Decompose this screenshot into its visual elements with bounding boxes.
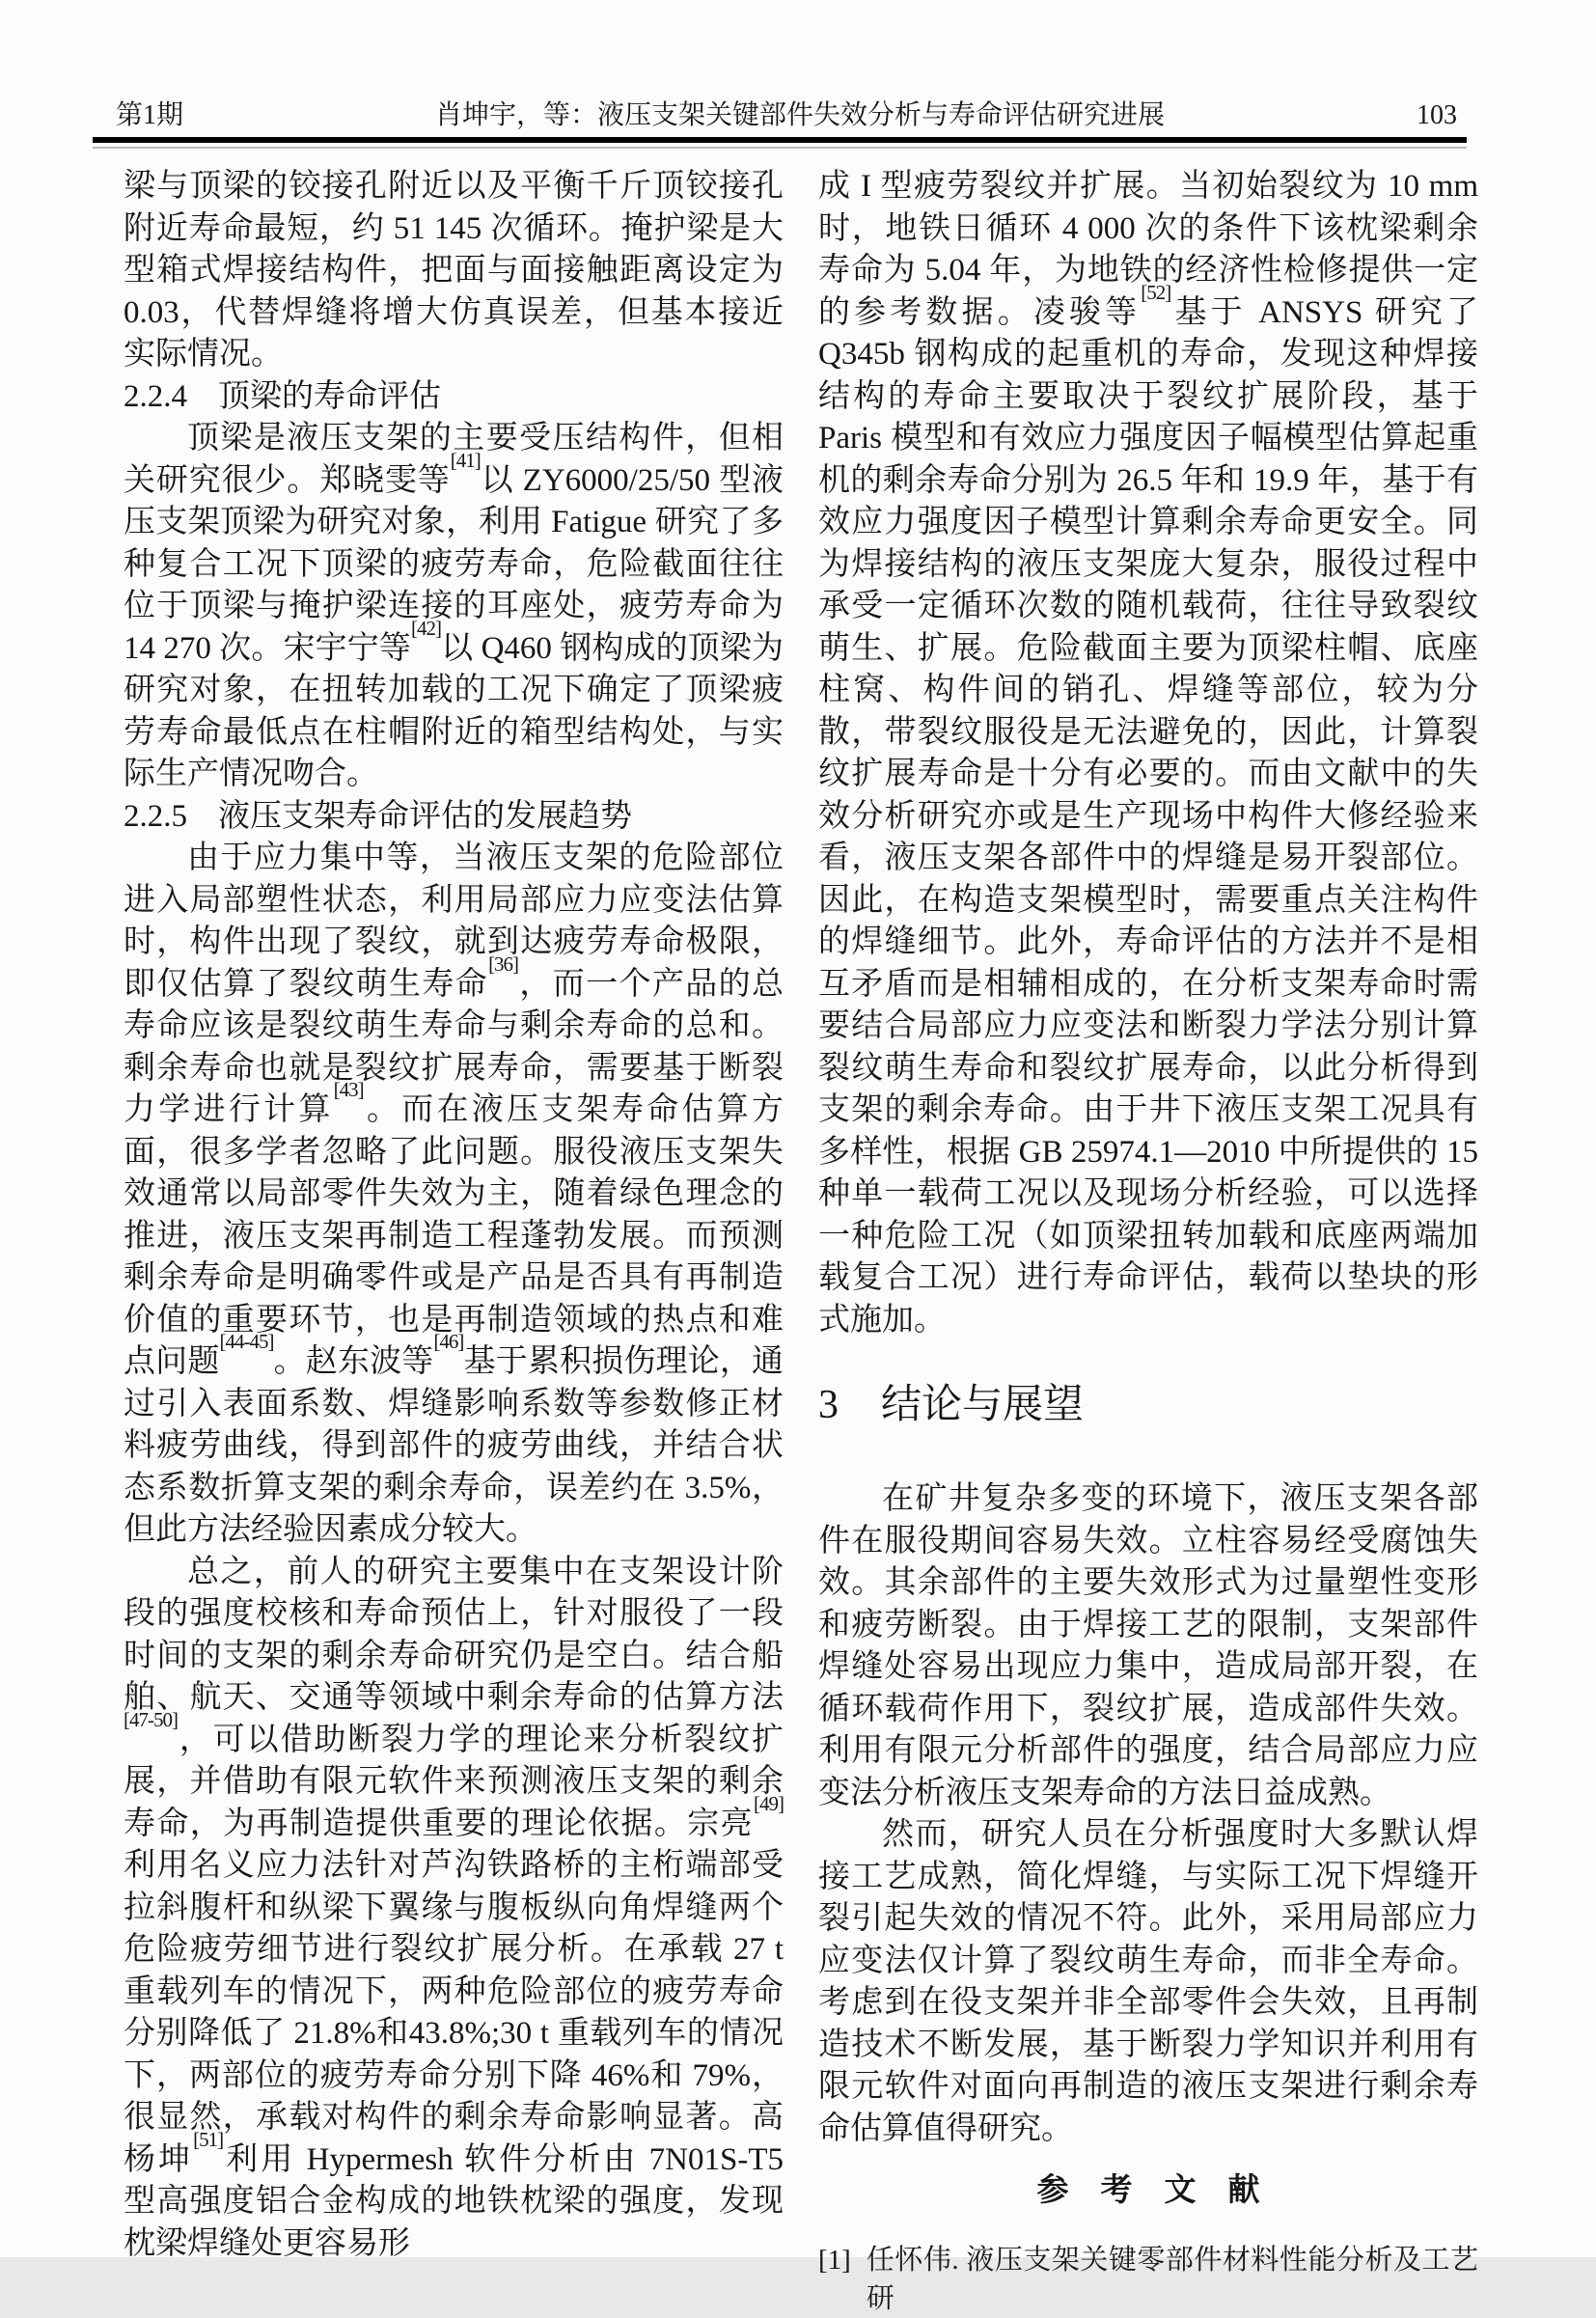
citation-superscript: [49] bbox=[754, 1791, 784, 1815]
citation-superscript: [42] bbox=[410, 616, 441, 640]
citation-superscript: [52] bbox=[1141, 280, 1171, 304]
text-run: 成 I 型疲劳裂纹并扩展。当初始裂纹为 10 mm 时，地铁日循环 4 000 次的条件下该枕梁剩余寿命为 5.04 年，为地铁的经济性检修提供一定的参考数据。凌骏等 bbox=[818, 169, 1478, 330]
body-paragraph bbox=[818, 1478, 1478, 1814]
subsection-heading bbox=[124, 796, 784, 839]
body-paragraph bbox=[124, 166, 784, 376]
header-rule-thick bbox=[93, 137, 1467, 143]
body-paragraph bbox=[124, 838, 784, 1552]
reference-text: 任怀伟. 液压支架关键零部件材料性能分析及工艺研 bbox=[866, 2245, 1478, 2314]
text-run: 利用名义应力法针对芦沟铁路桥的主桁端部受拉斜腹杆和纵梁下翼缘与腹板纵向角焊缝两个危险疲劳细节进行裂纹扩展分析。在承载 27 t 重载列车的情况下，两种危险部位的疲劳寿命分别降低了 21.8%和43.8%;30 t 重载列车的情况下，两部位的疲劳寿命分别下降 46%和 79%，很显然，承载对构件的剩余寿命影响显著。高杨坤 bbox=[124, 1848, 784, 2177]
text-run: 。而在液压支架寿命估算方面，很多学者忽略了此问题。服役液压支架失效通常以局部零件失效为主，随着绿色理念的推进，液压支架再制造工程蓬勃发展。而预测剩余寿命是明确零件或是产品是否具有再制造价值的重要环节，也是再制造领域的热点和难点问题 bbox=[124, 1092, 784, 1379]
text-run: ，可以借助断裂力学的理论来分析裂纹扩展，并借助有限元软件来预测液压支架的剩余寿命，为再制造提供重要的理论依据。宗亮 bbox=[124, 1722, 784, 1841]
text-run: ，而一个产品的总寿命应该是裂纹萌生寿命与剩余寿命的总和。剩余寿命也就是裂纹扩展寿命，需要基于断裂力学进行计算 bbox=[124, 966, 784, 1127]
text-run: 然而，研究人员在分析强度时大多默认焊接工艺成熟，简化焊缝，与实际工况下焊缝开裂引起失效的情况不符。此外，采用局部应力应变法仅计算了裂纹萌生寿命，而非全寿命。考虑到在役支架并非全部零件会失效，且再制造技术不断发展，基于断裂力学知识并利用有限元软件对面向再制造的液压支架进行剩余寿命估算值得研究。 bbox=[818, 1817, 1478, 2146]
journal-issue: 第1期 bbox=[116, 100, 184, 130]
subsection-number: 2.2.5 bbox=[124, 798, 187, 834]
running-title: 肖坤宇，等：液压支架关键部件失效分析与寿命评估研究进展 bbox=[435, 100, 1166, 130]
reference-label: [1] bbox=[818, 2245, 851, 2276]
text-run: 以 Q460 钢构成的顶梁为研究对象，在扭转加载的工况下确定了顶梁疲劳寿命最低点在柱帽附近的箱型结构处，与实际生产情况吻合。 bbox=[124, 630, 784, 791]
section-heading bbox=[818, 1380, 1478, 1430]
citation-superscript: [36] bbox=[488, 952, 519, 976]
body-paragraph bbox=[124, 1552, 784, 2266]
body-paragraph bbox=[818, 1814, 1478, 2150]
header-rule-thin bbox=[93, 147, 1467, 149]
section-number: 3 bbox=[818, 1383, 839, 1427]
text-run: 利用 Hypermesh 软件分析由 7N01S-T5 型高强度铝合金构成的地铁枕梁的强度，发现枕梁焊缝处更容易形 bbox=[124, 2141, 784, 2261]
running-head bbox=[116, 99, 1457, 132]
text-run: 梁与顶梁的铰接孔附近以及平衡千斤顶铰接孔附近寿命最短，约 51 145 次循环。掩护梁是大型箱式焊接结构件，把面与面接触距离设定为 0.03，代替焊缝将增大仿真误差，但基本接近实际情况。 bbox=[124, 169, 784, 372]
body-paragraph bbox=[818, 166, 1478, 1341]
citation-superscript: [44-45] bbox=[219, 1330, 274, 1354]
section-title: 结论与展望 bbox=[881, 1383, 1085, 1427]
subsection-title: 顶梁的寿命评估 bbox=[218, 378, 441, 414]
subsection-heading bbox=[124, 376, 784, 419]
text-run: 由于应力集中等，当液压支架的危险部位进入局部塑性状态，利用局部应力应变法估算时，构件出现了裂纹，就到达疲劳寿命极限，即仅估算了裂纹萌生寿命 bbox=[124, 841, 784, 1002]
right-column bbox=[818, 166, 1478, 2318]
text-run: 总之，前人的研究主要集中在支架设计阶段的强度校核和寿命预估上，针对服役了一段时间的支架的剩余寿命研究仍是空白。结合船舶、航天、交通等领域中剩余寿命的估算方法 bbox=[124, 1554, 784, 1715]
subsection-number: 2.2.4 bbox=[124, 378, 187, 414]
citation-superscript: [47-50] bbox=[124, 1707, 178, 1731]
body-paragraph bbox=[124, 418, 784, 796]
text-run: 。赵东波等 bbox=[273, 1344, 434, 1379]
reference-entry bbox=[818, 2241, 1478, 2318]
citation-superscript: [41] bbox=[450, 448, 481, 472]
left-column bbox=[124, 166, 784, 2265]
page-number: 103 bbox=[1417, 100, 1457, 130]
citation-superscript: [43] bbox=[333, 1078, 364, 1102]
citation-superscript: [51] bbox=[193, 2127, 224, 2151]
text-run: 在矿井复杂多变的环境下，液压支架各部件在服役期间容易失效。立柱容易经受腐蚀失效。其余部件的主要失效形式为过量塑性变形和疲劳断裂。由于焊接工艺的限制，支架部件焊缝处容易出现应力集中，造成局部开裂，在循环载荷作用下，裂纹扩展，造成部件失效。利用有限元分析部件的强度，结合局部应力应变法分析液压支架寿命的方法日益成熟。 bbox=[818, 1481, 1478, 1810]
text-run: 基于 ANSYS 研究了 Q345b 钢构成的起重机的寿命，发现这种焊接结构的寿命主要取决于裂纹扩展阶段，基于 Paris 模型和有效应力强度因子幅模型估算起重机的剩余寿命分别为 26.5 年和 19.9 年，基于有效应力强度因子模型计算剩余寿命更安全。同为焊接结构的液压支架庞大复杂，服役过程中承受一定循环次数的随机载荷，往往导致裂纹萌生、扩展。危险截面主要为顶梁柱帽、底座柱窝、构件间的销孔、焊缝等部位，较为分散，带裂纹服役是无法避免的，因此，计算裂纹扩展寿命是十分有必要的。而由文献中的失效分析研究亦或是生产现场中构件大修经验来看，液压支架各部件中的焊缝是易开裂部位。因此，在构造支架模型时，需要重点关注构件的焊缝细节。此外，寿命评估的方法并不是相互矛盾而是相辅相成的，在分析支架寿命时需要结合局部应力应变法和断裂力学法分别计算裂纹萌生寿命和裂纹扩展寿命，以此分析得到支架的剩余寿命。由于井下液压支架工况具有多样性，根据 GB 25974.1—2010 中所提供的 15 种单一载荷工况以及现场分析经验，可以选择一种危险工况（如顶梁扭转加载和底座两端加载复合工况）进行寿命评估，载荷以垫块的形式施加。 bbox=[818, 294, 1479, 1338]
citation-superscript: [46] bbox=[433, 1330, 464, 1354]
subsection-title: 液压支架寿命评估的发展趋势 bbox=[218, 798, 632, 834]
text-run: 以 ZY6000/25/50 型液压支架顶梁为研究对象，利用 Fatigue 研究了多种复合工况下顶梁的疲劳寿命，危险截面往往位于顶梁与掩护梁连接的耳座处，疲劳寿命为 14 270 次。宋宇宁等 bbox=[124, 462, 784, 666]
references-heading: 参 考 文 献 bbox=[1036, 2173, 1260, 2208]
text-run: 基于累积损伤理论，通过引入表面系数、焊缝影响系数等参数修正材料疲劳曲线，得到部件的疲劳曲线，并结合状态系数折算支架的剩余寿命，误差约在 3.5%，但此方法经验因素成分较大。 bbox=[124, 1344, 784, 1547]
text-run: 顶梁是液压支架的主要受压结构件，但相关研究很少。郑晓雯等 bbox=[124, 421, 784, 498]
